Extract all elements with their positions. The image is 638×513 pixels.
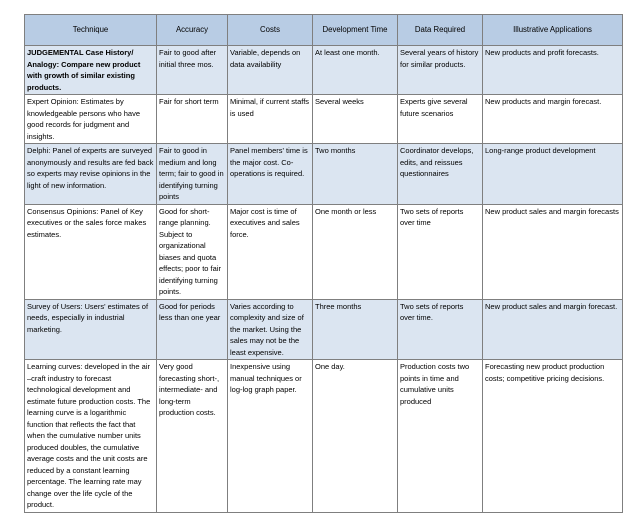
- cell-technique: Learning curves: developed in the air –craft industry to forecast technological development and estimate future production costs. The learning curve is a logarithmic function that reflects the fact that when the cumulative number units produced doubles, the cumulative average costs and the unit costs are reduced by a constant learning percentage. The learning rate may change over the life cycle of the product.: [25, 360, 157, 513]
- cell-technique: JUDGEMENTAL Case History/ Analogy: Compare new product with growth of similar existing products.: [25, 46, 157, 95]
- cell-data-required: Production costs two points in time and cumulative units produced: [398, 360, 483, 513]
- cell-applications: New products and profit forecasts.: [483, 46, 623, 95]
- cell-data-required: Several years of history for similar products.: [398, 46, 483, 95]
- cell-data-required: Two sets of reports over time: [398, 204, 483, 299]
- table-row: [25, 360, 623, 513]
- table-row: [25, 299, 623, 360]
- cell-costs: Minimal, if current staffs is used: [228, 95, 313, 144]
- cell-costs: Panel members' time is the major cost. Co-operations is required.: [228, 144, 313, 205]
- cell-technique: Consensus Opinions: Panel of Key executives or the sales force makes estimates.: [25, 204, 157, 299]
- cell-data-required: Experts give several future scenarios: [398, 95, 483, 144]
- table-row: [25, 204, 623, 299]
- cell-accuracy: Very good forecasting short-, intermediate- and long-term production costs.: [157, 360, 228, 513]
- cell-accuracy: Good for short-range planning. Subject to organizational biases and quota effects; poor to fair identifying turning points.: [157, 204, 228, 299]
- header-accuracy: Accuracy: [157, 15, 228, 46]
- header-technique: Technique: [25, 15, 157, 46]
- cell-costs: Varies according to complexity and size of the market. Using the sales may not be the least expensive.: [228, 299, 313, 360]
- cell-development-time: Several weeks: [313, 95, 398, 144]
- cell-technique: Delphi: Panel of experts are surveyed anonymously and results are fed back so experts may revise opinions in the light of new information.: [25, 144, 157, 205]
- cell-costs: Variable, depends on data availability: [228, 46, 313, 95]
- cell-accuracy: Fair to good in medium and long term; fair to good in identifying turning points: [157, 144, 228, 205]
- header-row: [25, 15, 623, 46]
- cell-technique: Expert Opinion: Estimates by knowledgeable persons who have good records for judgment and insights.: [25, 95, 157, 144]
- cell-costs: Major cost is time of executives and sales force.: [228, 204, 313, 299]
- cell-accuracy: Fair for short term: [157, 95, 228, 144]
- cell-technique: Survey of Users: Users' estimates of needs, especially in industrial marketing.: [25, 299, 157, 360]
- header-costs: Costs: [228, 15, 313, 46]
- cell-development-time: Three months: [313, 299, 398, 360]
- cell-accuracy: Fair to good after initial three mos.: [157, 46, 228, 95]
- cell-data-required: Two sets of reports over time.: [398, 299, 483, 360]
- cell-applications: New product sales and margin forecasts: [483, 204, 623, 299]
- cell-data-required: Coordinator develops, edits, and reissues questionnaires: [398, 144, 483, 205]
- cell-applications: New product sales and margin forecast.: [483, 299, 623, 360]
- cell-development-time: One day.: [313, 360, 398, 513]
- header-development-time: Development Time: [313, 15, 398, 46]
- cell-applications: New products and margin forecast.: [483, 95, 623, 144]
- cell-development-time: Two months: [313, 144, 398, 205]
- cell-applications: Long-range product development: [483, 144, 623, 205]
- table-row: [25, 46, 623, 95]
- table-row: [25, 95, 623, 144]
- cell-development-time: One month or less: [313, 204, 398, 299]
- cell-applications: Forecasting new product production costs; competitive pricing decisions.: [483, 360, 623, 513]
- cell-accuracy: Good for periods less than one year: [157, 299, 228, 360]
- forecasting-techniques-table: [24, 14, 623, 513]
- cell-costs: Inexpensive using manual techniques or log-log graph paper.: [228, 360, 313, 513]
- header-illustrative-applications: Illustrative Applications: [483, 15, 623, 46]
- header-data-required: Data Required: [398, 15, 483, 46]
- table-row: [25, 144, 623, 205]
- cell-development-time: At least one month.: [313, 46, 398, 95]
